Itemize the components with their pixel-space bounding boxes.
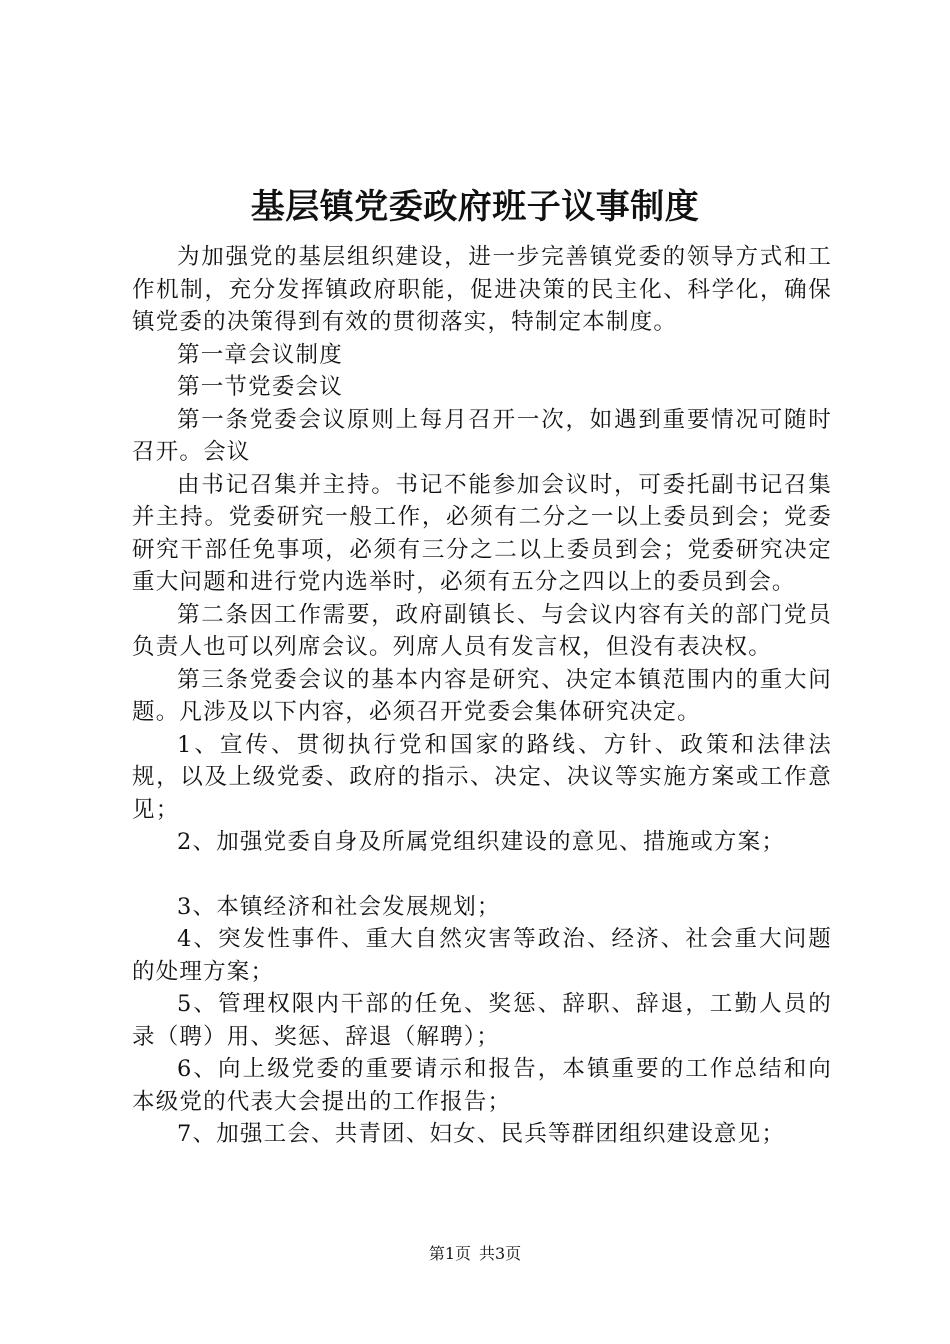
- list-item: 3、本镇经济和社会发展规划；: [177, 893, 501, 920]
- list-item: 6、向上级党委的重要请示和报告，本镇重要的工作总结和向本级党的代表大会提出的工作报告；: [132, 1056, 832, 1115]
- document-body: [132, 241, 832, 1151]
- list-item: 1、宣传、贯彻执行党和国家的路线、方针、政策和法律法规，以及上级党委、政府的指示、决定、决议等实施方案或工作意见；: [132, 731, 832, 823]
- chapter-heading: 第一章会议制度: [177, 341, 343, 368]
- paragraph-intro: 为加强党的基层组织建设，进一步完善镇党委的领导方式和工作机制，充分发挥镇政府职能，促进决策的民主化、科学化，确保镇党委的决策得到有效的贯彻落实，特制定本制度。: [132, 244, 832, 335]
- article-1: 第一条党委会议原则上每月召开一次，如遇到重要情况可随时召开。会议: [132, 406, 832, 465]
- page-number: 第1页: [428, 1244, 471, 1263]
- list-item: 5、管理权限内干部的任免、奖惩、辞职、辞退，工勤人员的录（聘）用、奖惩、辞退（解聘）；: [132, 991, 832, 1050]
- list-item: 2、加强党委自身及所属党组织建设的意见、措施或方案；: [177, 829, 786, 855]
- list-item: 7、加强工会、共青团、妇女、民兵等群团组织建设意见；: [177, 1121, 786, 1147]
- document-title: 基层镇党委政府班子议事制度: [250, 187, 700, 227]
- section-heading: 第一节党委会议: [177, 374, 343, 400]
- list-item: 4、突发性事件、重大自然灾害等政治、经济、社会重大问题的处理方案；: [132, 926, 832, 985]
- page-footer: [0, 1243, 950, 1265]
- article-2: 第二条因工作需要，政府副镇长、与会议内容有关的部门党员负责人也可以列席会议。列席人员有发言权，但没有表决权。: [132, 601, 832, 660]
- article-3: 第三条党委会议的基本内容是研究、决定本镇范围内的重大问题。凡涉及以下内容，必须召开党委会集体研究决定。: [132, 666, 832, 725]
- article-1-continued: 由书记召集并主持。书记不能参加会议时，可委托副书记召集并主持。党委研究一般工作，必须有二分之一以上委员到会；党委研究干部任免事项，必须有三分之二以上委员到会；党委研究决定重大问题和进行党内选举时，必须有五分之四以上的委员到会。: [132, 471, 832, 595]
- page-total: 共3页: [479, 1244, 522, 1263]
